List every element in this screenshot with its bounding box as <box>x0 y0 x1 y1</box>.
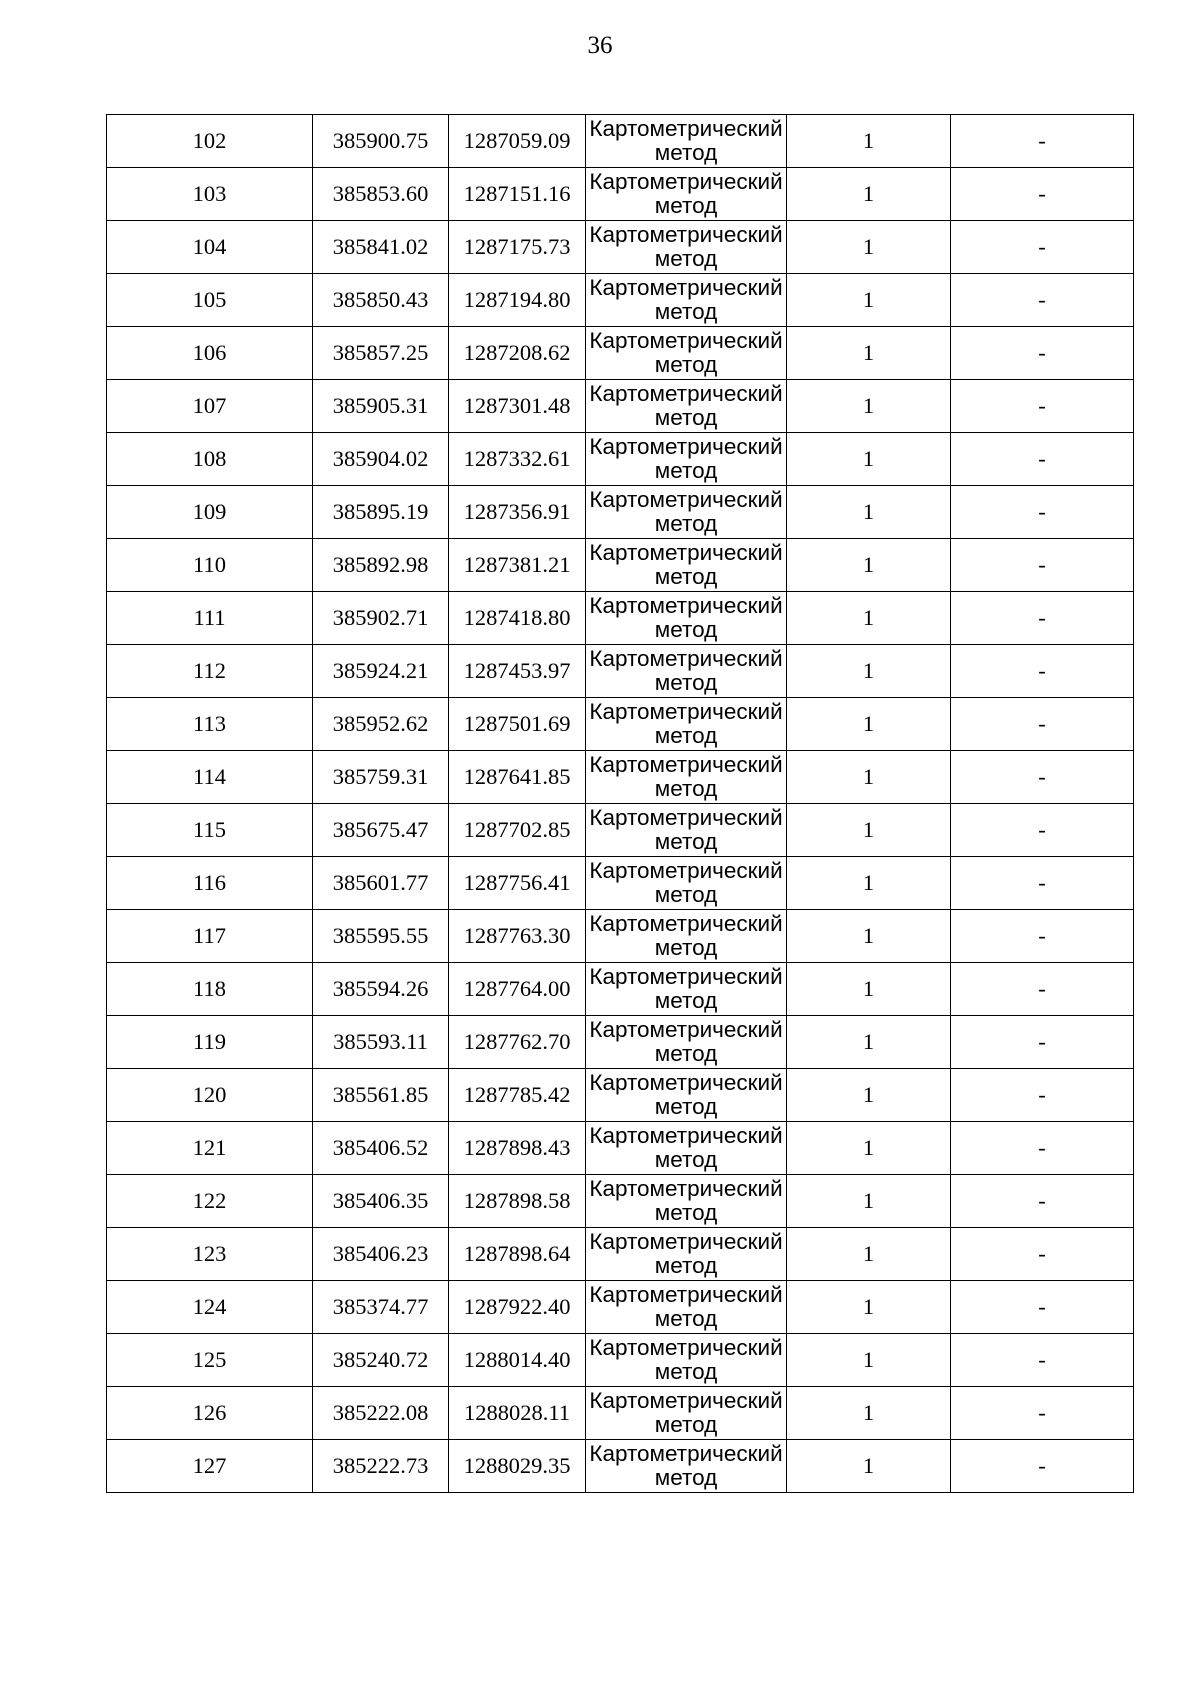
note-cell: - <box>951 1440 1134 1493</box>
table-row <box>107 1016 1134 1069</box>
y-coordinate-cell: 1287301.48 <box>449 380 586 433</box>
method-label-line1: Картометрический <box>589 964 783 989</box>
x-coordinate-cell: 385850.43 <box>313 274 449 327</box>
method-label-line2: метод <box>654 1465 718 1490</box>
note-cell: - <box>951 1334 1134 1387</box>
x-coordinate-cell: 385841.02 <box>313 221 449 274</box>
accuracy-cell: 1 <box>787 486 951 539</box>
accuracy-cell: 1 <box>787 168 951 221</box>
note-cell: - <box>951 380 1134 433</box>
method-cell <box>586 1175 787 1228</box>
method-label-line2: метод <box>654 829 718 854</box>
x-coordinate-cell: 385905.31 <box>313 380 449 433</box>
page-number: 36 <box>587 32 613 59</box>
accuracy-cell: 1 <box>787 698 951 751</box>
method-label-line2: метод <box>654 1094 718 1119</box>
table-row <box>107 168 1134 221</box>
method-label-line2: метод <box>654 246 718 271</box>
accuracy-cell: 1 <box>787 539 951 592</box>
accuracy-cell: 1 <box>787 751 951 804</box>
note-cell: - <box>951 115 1134 168</box>
method-label-line1: Картометрический <box>589 222 783 247</box>
method-label-line1: Картометрический <box>589 487 783 512</box>
x-coordinate-cell: 385561.85 <box>313 1069 449 1122</box>
y-coordinate-cell: 1287922.40 <box>449 1281 586 1334</box>
y-coordinate-cell: 1287898.64 <box>449 1228 586 1281</box>
y-coordinate-cell: 1288029.35 <box>449 1440 586 1493</box>
method-label-line2: метод <box>654 935 718 960</box>
method-label-line1: Картометрический <box>589 1176 783 1201</box>
method-cell <box>586 115 787 168</box>
table-row <box>107 433 1134 486</box>
point-number-cell: 124 <box>107 1281 313 1334</box>
accuracy-cell: 1 <box>787 804 951 857</box>
method-label-line2: метод <box>654 723 718 748</box>
method-cell <box>586 1016 787 1069</box>
y-coordinate-cell: 1287356.91 <box>449 486 586 539</box>
x-coordinate-cell: 385374.77 <box>313 1281 449 1334</box>
y-coordinate-cell: 1287453.97 <box>449 645 586 698</box>
y-coordinate-cell: 1287898.58 <box>449 1175 586 1228</box>
note-cell: - <box>951 1016 1134 1069</box>
method-label-line1: Картометрический <box>589 1123 783 1148</box>
x-coordinate-cell: 385952.62 <box>313 698 449 751</box>
point-number-cell: 115 <box>107 804 313 857</box>
point-number-cell: 102 <box>107 115 313 168</box>
point-number-cell: 105 <box>107 274 313 327</box>
note-cell: - <box>951 698 1134 751</box>
x-coordinate-cell: 385902.71 <box>313 592 449 645</box>
table-row <box>107 1175 1134 1228</box>
accuracy-cell: 1 <box>787 1122 951 1175</box>
method-label-line1: Картометрический <box>589 699 783 724</box>
method-label-line1: Картометрический <box>589 1441 783 1466</box>
y-coordinate-cell: 1288028.11 <box>449 1387 586 1440</box>
method-label-line2: метод <box>654 140 718 165</box>
x-coordinate-cell: 385406.35 <box>313 1175 449 1228</box>
y-coordinate-cell: 1287194.80 <box>449 274 586 327</box>
table-row <box>107 1069 1134 1122</box>
table-row <box>107 698 1134 751</box>
x-coordinate-cell: 385595.55 <box>313 910 449 963</box>
point-number-cell: 126 <box>107 1387 313 1440</box>
method-label-line1: Картометрический <box>589 646 783 671</box>
y-coordinate-cell: 1287764.00 <box>449 963 586 1016</box>
y-coordinate-cell: 1287332.61 <box>449 433 586 486</box>
y-coordinate-cell: 1287059.09 <box>449 115 586 168</box>
note-cell: - <box>951 327 1134 380</box>
method-cell <box>586 963 787 1016</box>
point-number-cell: 107 <box>107 380 313 433</box>
table-row <box>107 1122 1134 1175</box>
method-label-line2: метод <box>654 511 718 536</box>
point-number-cell: 110 <box>107 539 313 592</box>
x-coordinate-cell: 385675.47 <box>313 804 449 857</box>
method-cell <box>586 1069 787 1122</box>
y-coordinate-cell: 1287641.85 <box>449 751 586 804</box>
point-number-cell: 120 <box>107 1069 313 1122</box>
method-label-line1: Картометрический <box>589 275 783 300</box>
accuracy-cell: 1 <box>787 1228 951 1281</box>
accuracy-cell: 1 <box>787 380 951 433</box>
method-label-line1: Картометрический <box>589 540 783 565</box>
point-number-cell: 127 <box>107 1440 313 1493</box>
x-coordinate-cell: 385601.77 <box>313 857 449 910</box>
table-row <box>107 592 1134 645</box>
method-cell <box>586 804 787 857</box>
method-label-line2: метод <box>654 1412 718 1437</box>
y-coordinate-cell: 1287418.80 <box>449 592 586 645</box>
method-label-line1: Картометрический <box>589 1017 783 1042</box>
method-label-line2: метод <box>654 352 718 377</box>
method-label-line1: Картометрический <box>589 1229 783 1254</box>
table-row <box>107 380 1134 433</box>
method-label-line2: метод <box>654 882 718 907</box>
accuracy-cell: 1 <box>787 433 951 486</box>
point-number-cell: 117 <box>107 910 313 963</box>
point-number-cell: 123 <box>107 1228 313 1281</box>
note-cell: - <box>951 1228 1134 1281</box>
note-cell: - <box>951 433 1134 486</box>
accuracy-cell: 1 <box>787 1281 951 1334</box>
method-label-line1: Картометрический <box>589 805 783 830</box>
y-coordinate-cell: 1287763.30 <box>449 910 586 963</box>
x-coordinate-cell: 385904.02 <box>313 433 449 486</box>
table-row <box>107 327 1134 380</box>
note-cell: - <box>951 168 1134 221</box>
x-coordinate-cell: 385857.25 <box>313 327 449 380</box>
method-label-line2: метод <box>654 988 718 1013</box>
table-row <box>107 115 1134 168</box>
table-row <box>107 963 1134 1016</box>
method-label-line2: метод <box>654 1147 718 1172</box>
method-cell <box>586 221 787 274</box>
method-label-line2: метод <box>654 193 718 218</box>
method-cell <box>586 486 787 539</box>
table-row <box>107 910 1134 963</box>
table-row <box>107 1281 1134 1334</box>
method-label-line1: Картометрический <box>589 593 783 618</box>
table-row <box>107 1440 1134 1493</box>
accuracy-cell: 1 <box>787 221 951 274</box>
note-cell: - <box>951 1387 1134 1440</box>
method-label-line2: метод <box>654 458 718 483</box>
accuracy-cell: 1 <box>787 857 951 910</box>
table-row <box>107 1228 1134 1281</box>
method-cell <box>586 910 787 963</box>
point-number-cell: 121 <box>107 1122 313 1175</box>
point-number-cell: 122 <box>107 1175 313 1228</box>
method-label-line1: Картометрический <box>589 169 783 194</box>
point-number-cell: 104 <box>107 221 313 274</box>
y-coordinate-cell: 1288014.40 <box>449 1334 586 1387</box>
point-number-cell: 108 <box>107 433 313 486</box>
y-coordinate-cell: 1287898.43 <box>449 1122 586 1175</box>
coordinates-table <box>106 114 1134 1493</box>
method-label-line1: Картометрический <box>589 858 783 883</box>
note-cell: - <box>951 963 1134 1016</box>
point-number-cell: 114 <box>107 751 313 804</box>
table-row <box>107 274 1134 327</box>
method-cell <box>586 1122 787 1175</box>
table-row <box>107 1387 1134 1440</box>
note-cell: - <box>951 539 1134 592</box>
point-number-cell: 113 <box>107 698 313 751</box>
table-row <box>107 1334 1134 1387</box>
method-label-line1: Картометрический <box>589 911 783 936</box>
y-coordinate-cell: 1287756.41 <box>449 857 586 910</box>
accuracy-cell: 1 <box>787 1069 951 1122</box>
method-cell <box>586 698 787 751</box>
method-cell <box>586 1440 787 1493</box>
accuracy-cell: 1 <box>787 327 951 380</box>
note-cell: - <box>951 804 1134 857</box>
method-label-line1: Картометрический <box>589 1070 783 1095</box>
point-number-cell: 106 <box>107 327 313 380</box>
x-coordinate-cell: 385895.19 <box>313 486 449 539</box>
method-cell <box>586 1281 787 1334</box>
y-coordinate-cell: 1287208.62 <box>449 327 586 380</box>
method-cell <box>586 751 787 804</box>
method-cell <box>586 645 787 698</box>
method-label-line1: Картометрический <box>589 116 783 141</box>
method-label-line2: метод <box>654 1253 718 1278</box>
table-row <box>107 645 1134 698</box>
table-row <box>107 486 1134 539</box>
accuracy-cell: 1 <box>787 1440 951 1493</box>
point-number-cell: 103 <box>107 168 313 221</box>
point-number-cell: 111 <box>107 592 313 645</box>
method-label-line1: Картометрический <box>589 381 783 406</box>
method-cell <box>586 539 787 592</box>
point-number-cell: 112 <box>107 645 313 698</box>
accuracy-cell: 1 <box>787 1016 951 1069</box>
x-coordinate-cell: 385900.75 <box>313 115 449 168</box>
note-cell: - <box>951 1122 1134 1175</box>
point-number-cell: 116 <box>107 857 313 910</box>
method-cell <box>586 857 787 910</box>
accuracy-cell: 1 <box>787 1334 951 1387</box>
table-row <box>107 221 1134 274</box>
x-coordinate-cell: 385406.23 <box>313 1228 449 1281</box>
y-coordinate-cell: 1287151.16 <box>449 168 586 221</box>
method-cell <box>586 433 787 486</box>
method-label-line2: метод <box>654 1041 718 1066</box>
accuracy-cell: 1 <box>787 1387 951 1440</box>
method-cell <box>586 1387 787 1440</box>
x-coordinate-cell: 385759.31 <box>313 751 449 804</box>
accuracy-cell: 1 <box>787 115 951 168</box>
method-label-line1: Картометрический <box>589 752 783 777</box>
method-label-line2: метод <box>654 564 718 589</box>
x-coordinate-cell: 385240.72 <box>313 1334 449 1387</box>
x-coordinate-cell: 385892.98 <box>313 539 449 592</box>
x-coordinate-cell: 385406.52 <box>313 1122 449 1175</box>
accuracy-cell: 1 <box>787 274 951 327</box>
method-label-line1: Картометрический <box>589 1282 783 1307</box>
coordinates-table-body <box>107 115 1134 1493</box>
method-label-line1: Картометрический <box>589 328 783 353</box>
x-coordinate-cell: 385222.73 <box>313 1440 449 1493</box>
note-cell: - <box>951 221 1134 274</box>
method-label-line2: метод <box>654 670 718 695</box>
note-cell: - <box>951 1175 1134 1228</box>
note-cell: - <box>951 1069 1134 1122</box>
x-coordinate-cell: 385222.08 <box>313 1387 449 1440</box>
x-coordinate-cell: 385593.11 <box>313 1016 449 1069</box>
point-number-cell: 125 <box>107 1334 313 1387</box>
accuracy-cell: 1 <box>787 645 951 698</box>
method-label-line1: Картометрический <box>589 1335 783 1360</box>
note-cell: - <box>951 857 1134 910</box>
method-label-line2: метод <box>654 299 718 324</box>
y-coordinate-cell: 1287175.73 <box>449 221 586 274</box>
accuracy-cell: 1 <box>787 963 951 1016</box>
point-number-cell: 119 <box>107 1016 313 1069</box>
note-cell: - <box>951 645 1134 698</box>
table-row <box>107 804 1134 857</box>
method-cell <box>586 1334 787 1387</box>
note-cell: - <box>951 910 1134 963</box>
method-cell <box>586 327 787 380</box>
y-coordinate-cell: 1287702.85 <box>449 804 586 857</box>
y-coordinate-cell: 1287381.21 <box>449 539 586 592</box>
method-label-line2: метод <box>654 776 718 801</box>
accuracy-cell: 1 <box>787 1175 951 1228</box>
method-label-line1: Картометрический <box>589 1388 783 1413</box>
method-cell <box>586 274 787 327</box>
table-row <box>107 751 1134 804</box>
x-coordinate-cell: 385924.21 <box>313 645 449 698</box>
method-label-line2: метод <box>654 1306 718 1331</box>
method-cell <box>586 380 787 433</box>
accuracy-cell: 1 <box>787 592 951 645</box>
note-cell: - <box>951 486 1134 539</box>
method-label-line1: Картометрический <box>589 434 783 459</box>
y-coordinate-cell: 1287785.42 <box>449 1069 586 1122</box>
note-cell: - <box>951 1281 1134 1334</box>
method-cell <box>586 1228 787 1281</box>
table-row <box>107 857 1134 910</box>
method-cell <box>586 592 787 645</box>
point-number-cell: 118 <box>107 963 313 1016</box>
method-label-line2: метод <box>654 405 718 430</box>
y-coordinate-cell: 1287762.70 <box>449 1016 586 1069</box>
note-cell: - <box>951 592 1134 645</box>
method-cell <box>586 168 787 221</box>
x-coordinate-cell: 385853.60 <box>313 168 449 221</box>
note-cell: - <box>951 751 1134 804</box>
y-coordinate-cell: 1287501.69 <box>449 698 586 751</box>
x-coordinate-cell: 385594.26 <box>313 963 449 1016</box>
method-label-line2: метод <box>654 1359 718 1384</box>
method-label-line2: метод <box>654 617 718 642</box>
point-number-cell: 109 <box>107 486 313 539</box>
method-label-line2: метод <box>654 1200 718 1225</box>
note-cell: - <box>951 274 1134 327</box>
table-row <box>107 539 1134 592</box>
accuracy-cell: 1 <box>787 910 951 963</box>
